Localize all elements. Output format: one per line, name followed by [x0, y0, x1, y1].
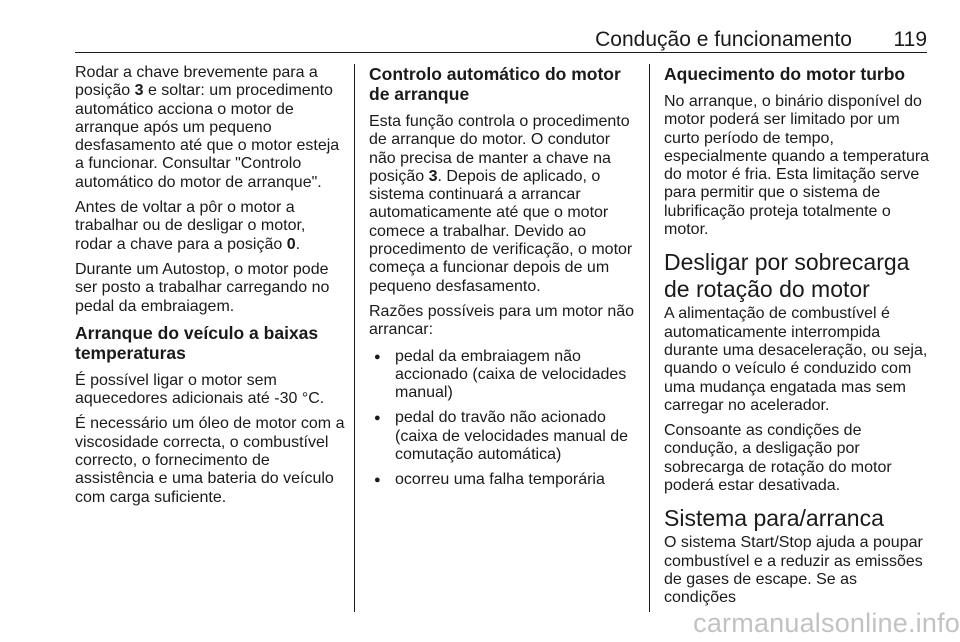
section-heading: Aquecimento do motor turbo: [664, 64, 906, 84]
paragraph: Durante um Autostop, o motor pode ser posto a trabalhar carregando no pedal da embraiagem.: [75, 260, 330, 315]
watermark-text: carmanualsonline.info: [693, 608, 960, 638]
column-3: [664, 64, 932, 615]
section-heading: Controlo automático do motor de arranque: [369, 64, 621, 104]
paragraph: Rodar a chave brevemente para a posição 3 e soltar: um procedimento automático acciona o motor de arranque após um pequeno desfasamento até que o motor esteja a funcionar. Consultar "Controlo automático do motor de arranque".: [75, 64, 340, 191]
list-item: ● pedal do travão não acionado (caixa de velocidades manual de comutação automática): [369, 409, 639, 464]
paragraph: A alimentação de combustível é automaticamente interrompida durante uma desaceleração, ou seja, quando o veículo é conduzido com uma mudança engatada mas sem carregar no acelerador.: [664, 305, 928, 414]
major-heading: Sistema para/arranca: [664, 505, 884, 532]
column-divider-1: [354, 64, 355, 612]
header-rule: [75, 52, 927, 53]
paragraph: No arranque, o binário disponível do motor poderá ser limitado por um curto período de tempo, especialmente quando a temperatura do motor é fria. Esta limitação serve para permitir que o sistema de lubrificação proteja totalmente o motor.: [664, 93, 930, 239]
paragraph: Consoante as condições de condução, a desligação por sobrecarga de rotação do motor poderá estar desativada.: [664, 422, 892, 495]
paragraph: Razões possíveis para um motor não arrancar:: [369, 302, 635, 339]
list-item: ● pedal da embraiagem não accionado (caixa de velocidades manual): [369, 348, 639, 403]
column-1: [75, 64, 345, 514]
major-heading: Desligar por sobrecarga de rotação do motor: [664, 249, 910, 303]
paragraph: Antes de voltar a pôr o motor a trabalhar ou de desligar o motor, rodar a chave para a posição 0.: [75, 199, 306, 253]
page-number: 119: [893, 28, 927, 51]
paragraph: É necessário um óleo de motor com a viscosidade correcta, o combustível correcto, o fornecimento de assistência e uma bateria do veículo com carga suficiente.: [75, 415, 345, 506]
column-2: [369, 64, 639, 497]
list-item: ● ocorreu uma falha temporária: [369, 471, 639, 489]
section-heading: Arranque do veículo a baixas temperaturas: [75, 322, 319, 363]
paragraph: É possível ligar o motor sem aquecedores adicionais até -30 °C.: [75, 371, 325, 408]
bullet-list: [369, 348, 639, 490]
paragraph: O sistema Start/Stop ajuda a poupar combustível e a reduzir as emissões de gases de escape. Se as condições: [664, 534, 923, 607]
paragraph: Esta função controla o procedimento de arranque do motor. O condutor não precisa de manter a chave na posição 3. Depois de aplicado, o sistema continuará a arrancar automaticamente até que o motor comece a trabalhar. Devido ao procedimento de verificação, o motor começa a funcionar depois de um pequeno desfasamento.: [369, 113, 633, 295]
column-divider-2: [649, 64, 650, 612]
chapter-title: Condução e funcionamento: [595, 28, 852, 51]
page-header: [75, 28, 927, 50]
